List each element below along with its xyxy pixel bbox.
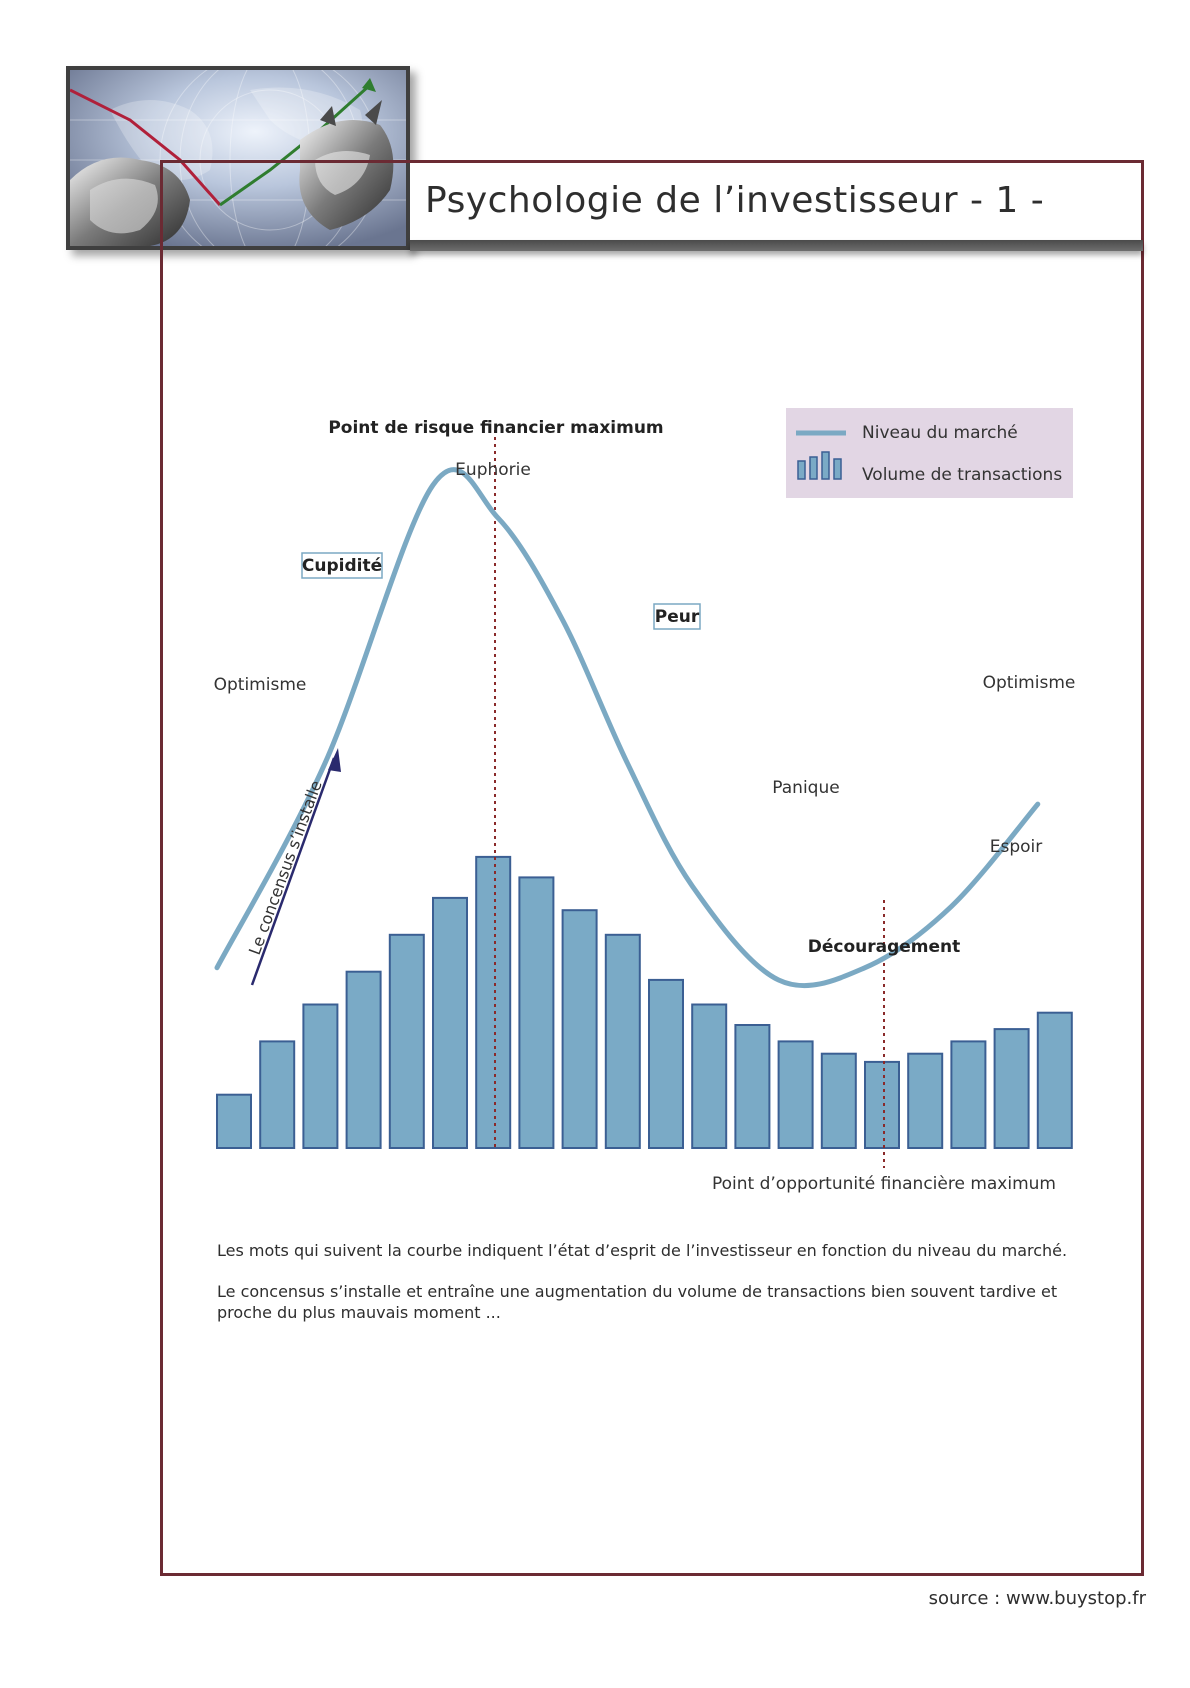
consensus-label: Le concensus s’installe [244,777,326,958]
volume-bar [865,1062,899,1148]
volume-bar [995,1029,1029,1148]
volume-bar [951,1041,985,1148]
volume-bar [822,1054,856,1148]
label-panique: Panique [772,778,840,798]
market-level-curve [217,470,1038,986]
volume-bar [692,1005,726,1149]
page-title: Psychologie de l’investisseur - 1 - [425,180,1045,221]
label-espoir: Espoir [989,837,1043,857]
volume-bar [735,1025,769,1148]
peak-title: Point de risque financier maximum [328,418,664,438]
volume-bar [390,935,424,1148]
legend [786,408,1073,498]
source-credit: source : www.buystop.fr [928,1588,1146,1609]
note-consensus-explanation: Le concensus s’installe et entraîne une augmentation du volume de transactions bien souvent tardive et proche du plus mauvais moment ... [217,1282,1058,1322]
volume-bar [217,1095,251,1148]
note-curve-explanation: Les mots qui suivent la courbe indiquent l’état d’esprit de l’investisseur en fonction du niveau du marché. [217,1241,1068,1260]
volume-bar [563,910,597,1148]
volume-bar [649,980,683,1148]
label-optimisme-left: Optimisme [213,675,307,695]
volume-bar [476,857,510,1148]
volume-bar [303,1005,337,1149]
legend-label-market: Niveau du marché [862,423,1018,443]
volume-bar [606,935,640,1148]
legend-label-volume: Volume de transactions [862,465,1063,485]
label-cupidite: Cupidité [301,556,383,576]
volume-bar [433,898,467,1148]
label-decouragement: Découragement [807,937,961,957]
volume-bar [519,877,553,1148]
label-euphorie: Euphorie [455,460,531,480]
volume-bar [1038,1013,1072,1148]
label-optimisme-right: Optimisme [982,673,1076,693]
volume-bar [347,972,381,1148]
volume-bar [779,1041,813,1148]
volume-bar [260,1041,294,1148]
volume-bar [908,1054,942,1148]
label-peur: Peur [654,607,700,627]
volume-bars [217,857,1072,1148]
trough-title: Point d’opportunité financière maximum [712,1174,1056,1194]
